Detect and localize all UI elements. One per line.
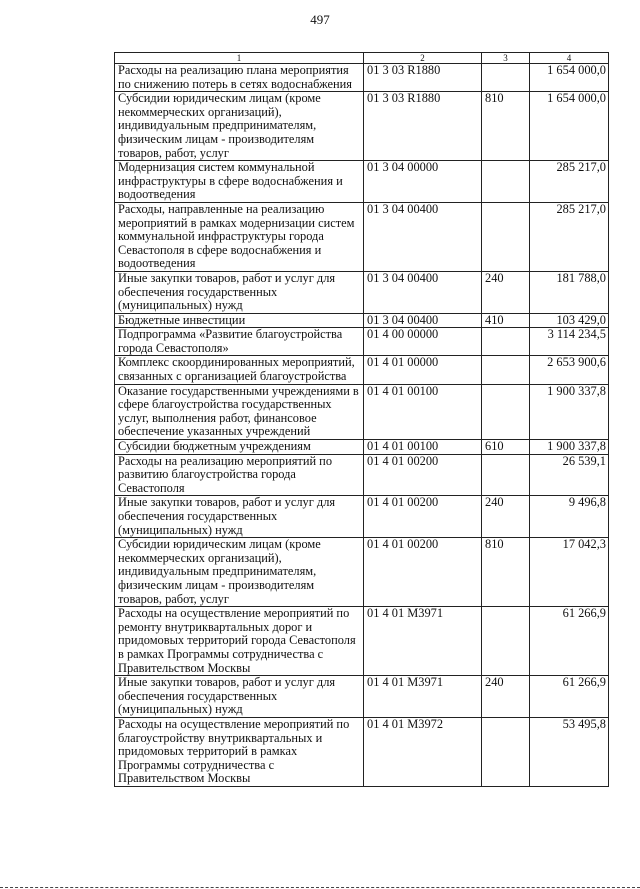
row-code-cell: 01 3 03 R1880: [364, 64, 482, 92]
table-row: [115, 313, 609, 328]
row-amount-cell: 285 217,0: [530, 202, 609, 271]
table-row: [115, 454, 609, 496]
table-body: [115, 64, 609, 787]
row-kind-cell: [482, 607, 530, 676]
row-name-cell: Субсидии бюджетным учреждениям: [115, 440, 364, 455]
row-amount-cell: 17 042,3: [530, 538, 609, 607]
row-code-cell: 01 4 01 00100: [364, 384, 482, 439]
row-name-cell: Расходы на реализацию плана мероприятия по снижению потерь в сетях водоснабжения: [115, 64, 364, 92]
table-row: [115, 64, 609, 92]
table-row: [115, 202, 609, 271]
row-kind-cell: [482, 161, 530, 203]
row-kind-cell: [482, 717, 530, 786]
row-kind-cell: 810: [482, 92, 530, 161]
row-kind-cell: 240: [482, 676, 530, 718]
row-kind-cell: [482, 64, 530, 92]
header-col-3: 3: [482, 53, 530, 64]
table-row: [115, 607, 609, 676]
row-amount-cell: 2 653 900,6: [530, 356, 609, 384]
row-code-cell: 01 3 03 R1880: [364, 92, 482, 161]
table-row: [115, 538, 609, 607]
row-kind-cell: 410: [482, 313, 530, 328]
row-code-cell: 01 4 01 00000: [364, 356, 482, 384]
row-code-cell: 01 4 01 M3972: [364, 717, 482, 786]
row-kind-cell: 240: [482, 271, 530, 313]
row-kind-cell: [482, 384, 530, 439]
row-amount-cell: 1 900 337,8: [530, 384, 609, 439]
table-row: [115, 328, 609, 356]
row-code-cell: 01 4 00 00000: [364, 328, 482, 356]
row-amount-cell: 103 429,0: [530, 313, 609, 328]
row-code-cell: 01 4 01 00100: [364, 440, 482, 455]
row-name-cell: Иные закупки товаров, работ и услуг для обеспечения государственных (муниципальных) нужд: [115, 271, 364, 313]
row-name-cell: Субсидии юридическим лицам (кроме некоммерческих организаций), индивидуальным предпринимателям, физическим лицам - производителям товаров, работ, услуг: [115, 92, 364, 161]
row-kind-cell: [482, 356, 530, 384]
row-amount-cell: 285 217,0: [530, 161, 609, 203]
header-col-4: 4: [530, 53, 609, 64]
row-kind-cell: 610: [482, 440, 530, 455]
row-kind-cell: [482, 202, 530, 271]
row-name-cell: Иные закупки товаров, работ и услуг для обеспечения государственных (муниципальных) нужд: [115, 676, 364, 718]
row-code-cell: 01 4 01 00200: [364, 538, 482, 607]
header-col-2: 2: [364, 53, 482, 64]
row-name-cell: Подпрограмма «Развитие благоустройства города Севастополя»: [115, 328, 364, 356]
row-code-cell: 01 4 01 00200: [364, 496, 482, 538]
row-name-cell: Иные закупки товаров, работ и услуг для обеспечения государственных (муниципальных) нужд: [115, 496, 364, 538]
row-name-cell: Комплекс скоординированных мероприятий, связанных с организацией благоустройства: [115, 356, 364, 384]
row-kind-cell: 240: [482, 496, 530, 538]
row-amount-cell: 1 900 337,8: [530, 440, 609, 455]
row-code-cell: 01 3 04 00400: [364, 202, 482, 271]
row-amount-cell: 1 654 000,0: [530, 64, 609, 92]
row-amount-cell: 61 266,9: [530, 676, 609, 718]
row-code-cell: 01 4 01 M3971: [364, 607, 482, 676]
row-name-cell: Оказание государственными учреждениями в сфере благоустройства государственных услуг, выполнения работ, финансовое обеспечение указанных учреждений: [115, 384, 364, 439]
row-amount-cell: 53 495,8: [530, 717, 609, 786]
budget-table: [114, 52, 609, 787]
row-code-cell: 01 3 04 00400: [364, 313, 482, 328]
page-edge-line: [0, 887, 640, 888]
row-amount-cell: 3 114 234,5: [530, 328, 609, 356]
row-code-cell: 01 3 04 00000: [364, 161, 482, 203]
row-amount-cell: 9 496,8: [530, 496, 609, 538]
header-col-1: 1: [115, 53, 364, 64]
table-row: [115, 384, 609, 439]
row-amount-cell: 181 788,0: [530, 271, 609, 313]
row-kind-cell: [482, 454, 530, 496]
row-name-cell: Расходы, направленные на реализацию мероприятий в рамках модернизации систем коммунальной инфраструктуры города Севастополя в сфере водоснабжения и водоотведения: [115, 202, 364, 271]
table-row: [115, 356, 609, 384]
row-amount-cell: 61 266,9: [530, 607, 609, 676]
table-row: [115, 92, 609, 161]
table-row: [115, 676, 609, 718]
row-amount-cell: 1 654 000,0: [530, 92, 609, 161]
row-code-cell: 01 3 04 00400: [364, 271, 482, 313]
table-row: [115, 717, 609, 786]
row-name-cell: Расходы на осуществление мероприятий по ремонту внутриквартальных дорог и придомовых территорий города Севастополя в рамках Программы сотрудничества с Правительством Москвы: [115, 607, 364, 676]
page-number: 497: [310, 12, 330, 27]
row-code-cell: 01 4 01 00200: [364, 454, 482, 496]
row-name-cell: Расходы на осуществление мероприятий по благоустройству внутриквартальных и придомовых территорий в рамках Программы сотрудничества с Правительством Москвы: [115, 717, 364, 786]
table-row: [115, 271, 609, 313]
table-header-row: [115, 53, 609, 64]
table-row: [115, 161, 609, 203]
table-row: [115, 440, 609, 455]
row-name-cell: Бюджетные инвестиции: [115, 313, 364, 328]
row-name-cell: Модернизация систем коммунальной инфраструктуры в сфере водоснабжения и водоотведения: [115, 161, 364, 203]
row-code-cell: 01 4 01 M3971: [364, 676, 482, 718]
table-row: [115, 496, 609, 538]
row-name-cell: Расходы на реализацию мероприятий по развитию благоустройства города Севастополя: [115, 454, 364, 496]
row-kind-cell: 810: [482, 538, 530, 607]
row-kind-cell: [482, 328, 530, 356]
row-amount-cell: 26 539,1: [530, 454, 609, 496]
row-name-cell: Субсидии юридическим лицам (кроме некоммерческих организаций), индивидуальным предпринимателям, физическим лицам - производителям товаров, работ, услуг: [115, 538, 364, 607]
